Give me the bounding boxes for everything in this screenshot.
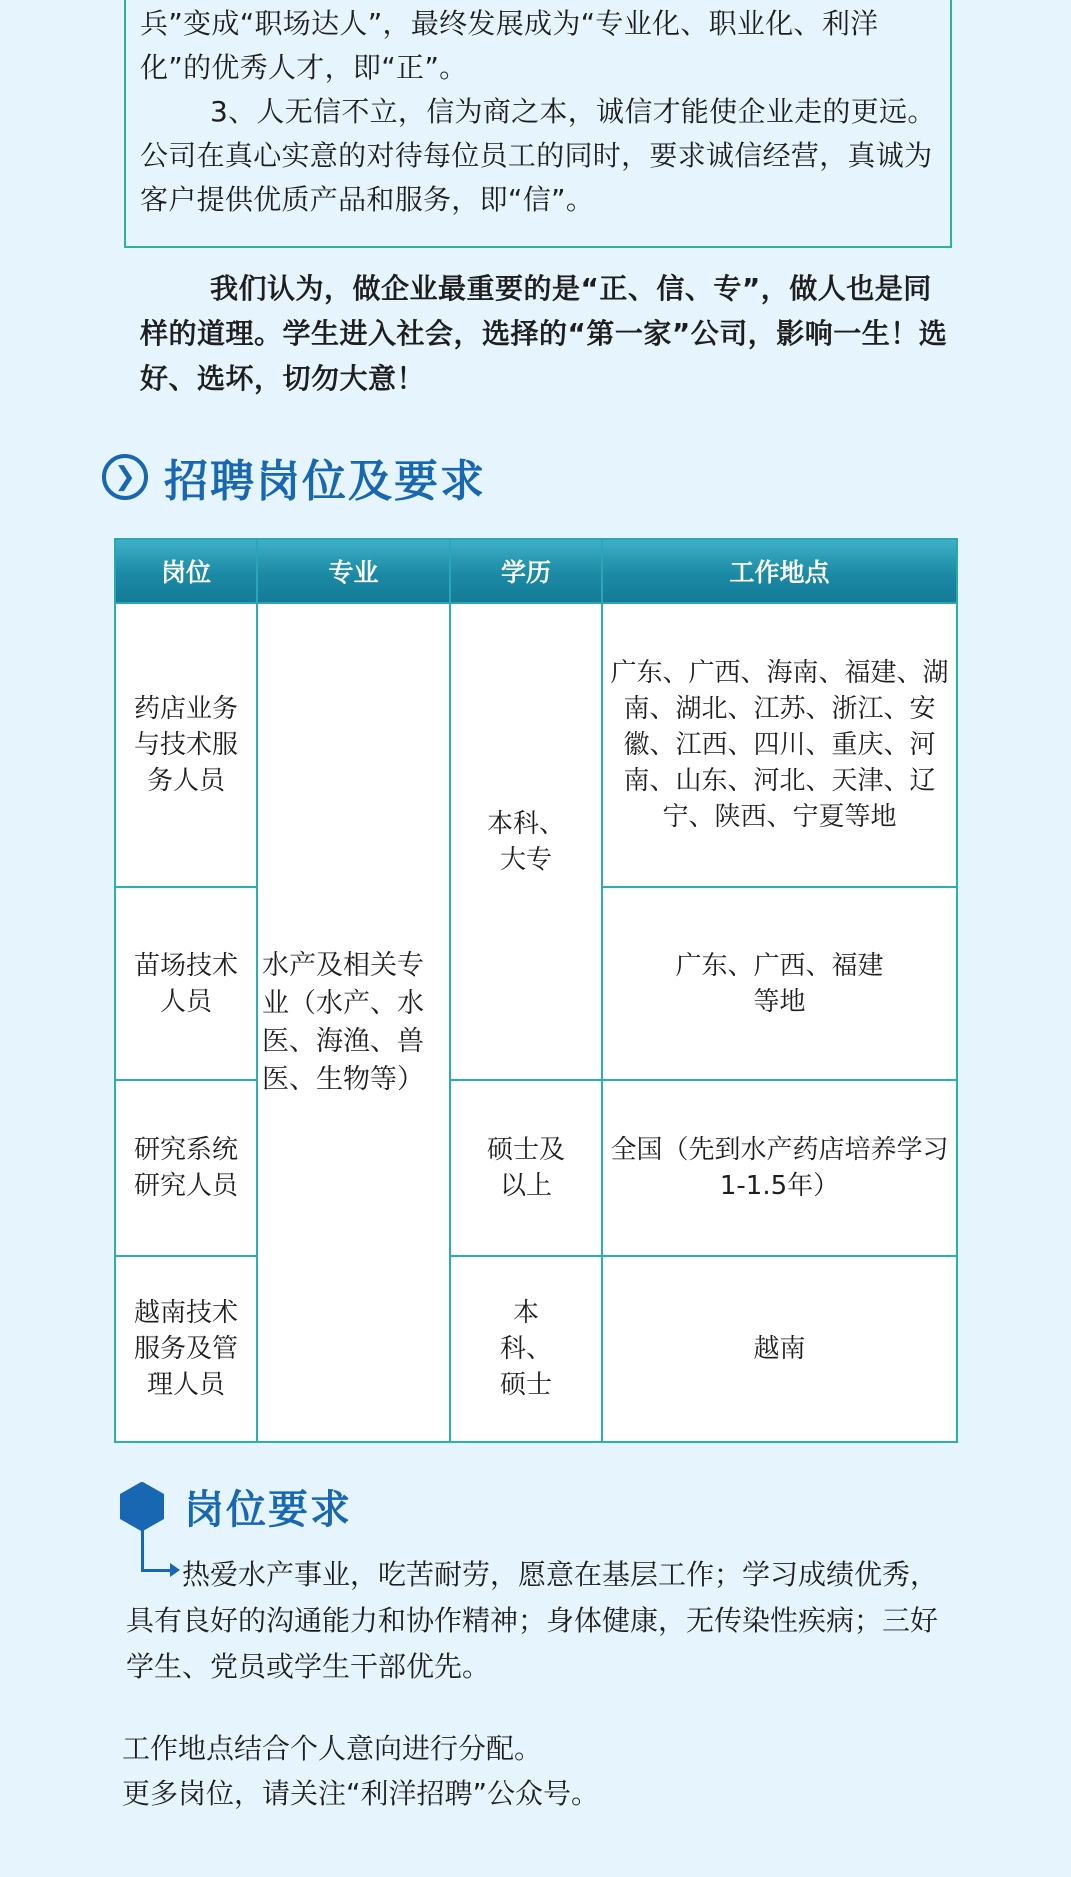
section-title: 招聘岗位及要求 xyxy=(164,456,486,507)
table-header-row xyxy=(115,539,957,603)
summary-paragraph: 我们认为，做企业最重要的是“正、信、专”，做人也是同样的道理。学生进入社会，选择的“第一家”公司，影响一生！选好、选坏，切勿大意！ xyxy=(140,272,948,395)
jobs-table-wrap xyxy=(114,538,958,1443)
hexagon-icon xyxy=(120,1482,164,1532)
note-line-1: 工作地点结合个人意向进行分配。 xyxy=(122,1732,543,1765)
section-header xyxy=(102,445,486,509)
education-cell: 本科、硕士 xyxy=(450,1256,602,1442)
note-line-2: 更多岗位，请关注“利洋招聘”公众号。 xyxy=(122,1777,600,1810)
requirements-text: 热爱水产事业，吃苦耐劳，愿意在基层工作；学习成绩优秀，具有良好的沟通能力和协作精神；身体健康，无传染性疾病；三好学生、党员或学生干部优先。 xyxy=(126,1558,939,1683)
education-cell: 本科、大专 xyxy=(450,603,602,1080)
intro-text-2: 3、人无信不立，信为商之本，诚信才能使企业走的更远。公司在真心实意的对待每位员工的同时，要求诚信经营，真诚为客户提供优质产品和服务，即“信”。 xyxy=(140,95,936,216)
jobs-table xyxy=(114,538,958,1443)
education-cell: 硕士及以上 xyxy=(450,1080,602,1256)
header-location: 工作地点 xyxy=(602,539,957,603)
position-cell: 苗场技术人员 xyxy=(115,887,257,1080)
table-row xyxy=(115,1256,957,1442)
table-row xyxy=(115,603,957,887)
position-cell: 研究系统研究人员 xyxy=(115,1080,257,1256)
location-cell: 全国（先到水产药店培养学习1-1.5年） xyxy=(602,1080,957,1256)
requirements-header xyxy=(120,1478,352,1535)
location-cell: 越南 xyxy=(602,1256,957,1442)
major-cell: 水产及相关专业（水产、水医、海渔、兽医、生物等） xyxy=(257,603,450,1442)
table-row xyxy=(115,1080,957,1256)
intro-text-1: 兵”变成“职场达人”，最终发展成为“专业化、职业化、利洋化”的优秀人才，即“正”。 xyxy=(140,7,879,84)
chevron-right-circle-icon: ❯ xyxy=(102,454,148,500)
header-major: 专业 xyxy=(257,539,450,603)
requirements-title: 岗位要求 xyxy=(184,1487,352,1533)
position-cell: 药店业务与技术服务人员 xyxy=(115,603,257,887)
location-cell: 广东、广西、海南、福建、湖南、湖北、江苏、浙江、安徽、江西、四川、重庆、河南、山东、河北、天津、辽宁、陕西、宁夏等地 xyxy=(602,603,957,887)
location-cell: 广东、广西、福建等地 xyxy=(602,887,957,1080)
intro-box xyxy=(124,0,952,248)
position-cell: 越南技术服务及管理人员 xyxy=(115,1256,257,1442)
header-position: 岗位 xyxy=(115,539,257,603)
header-education: 学历 xyxy=(450,539,602,603)
